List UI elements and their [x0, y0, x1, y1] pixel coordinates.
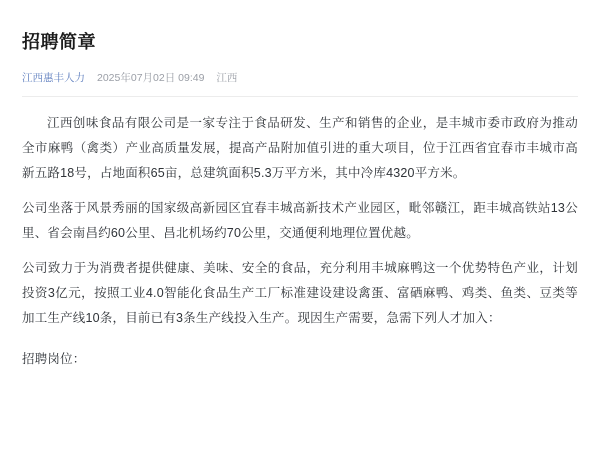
page-title: 招聘简章 — [22, 32, 96, 52]
article-meta — [22, 73, 578, 84]
body-paragraph: 公司致力于为消费者提供健康、美味、安全的食品，充分利用丰城麻鸭这一个优势特色产业，计划投资3亿元，按照工业4.0智能化食品生产工厂标准建设建设禽蛋、富硒麻鸭、鸡类、鱼类、豆类等加工生产线10条，目前已有3条生产线投入生产。现因生产需要，急需下列人才加入： — [22, 260, 578, 325]
meta-region: 江西 — [216, 72, 238, 85]
article-body — [22, 111, 578, 372]
meta-date: 2025年07月02日 09:49 — [97, 72, 205, 85]
header-divider — [22, 96, 578, 97]
body-paragraph: 江西创味食品有限公司是一家专注于食品研发、生产和销售的企业，是丰城市委市政府为推动全市麻鸭（禽类）产业高质量发展，提高产品附加值引进的重大项目，位于江西省宜春市丰城市高新五路18号，占地面积65亩，总建筑面积5.3万平方米，其中冷库4320平方米。 — [22, 115, 578, 180]
section-label: 招聘岗位： — [22, 351, 86, 366]
meta-source[interactable]: 江西惠丰人力 — [22, 72, 85, 85]
body-paragraph: 公司坐落于风景秀丽的国家级高新园区宜春丰城高新技术产业园区，毗邻赣江，距丰城高铁站13公里、省会南昌约60公里、昌北机场约70公里，交通便利地理位置优越。 — [22, 200, 578, 240]
